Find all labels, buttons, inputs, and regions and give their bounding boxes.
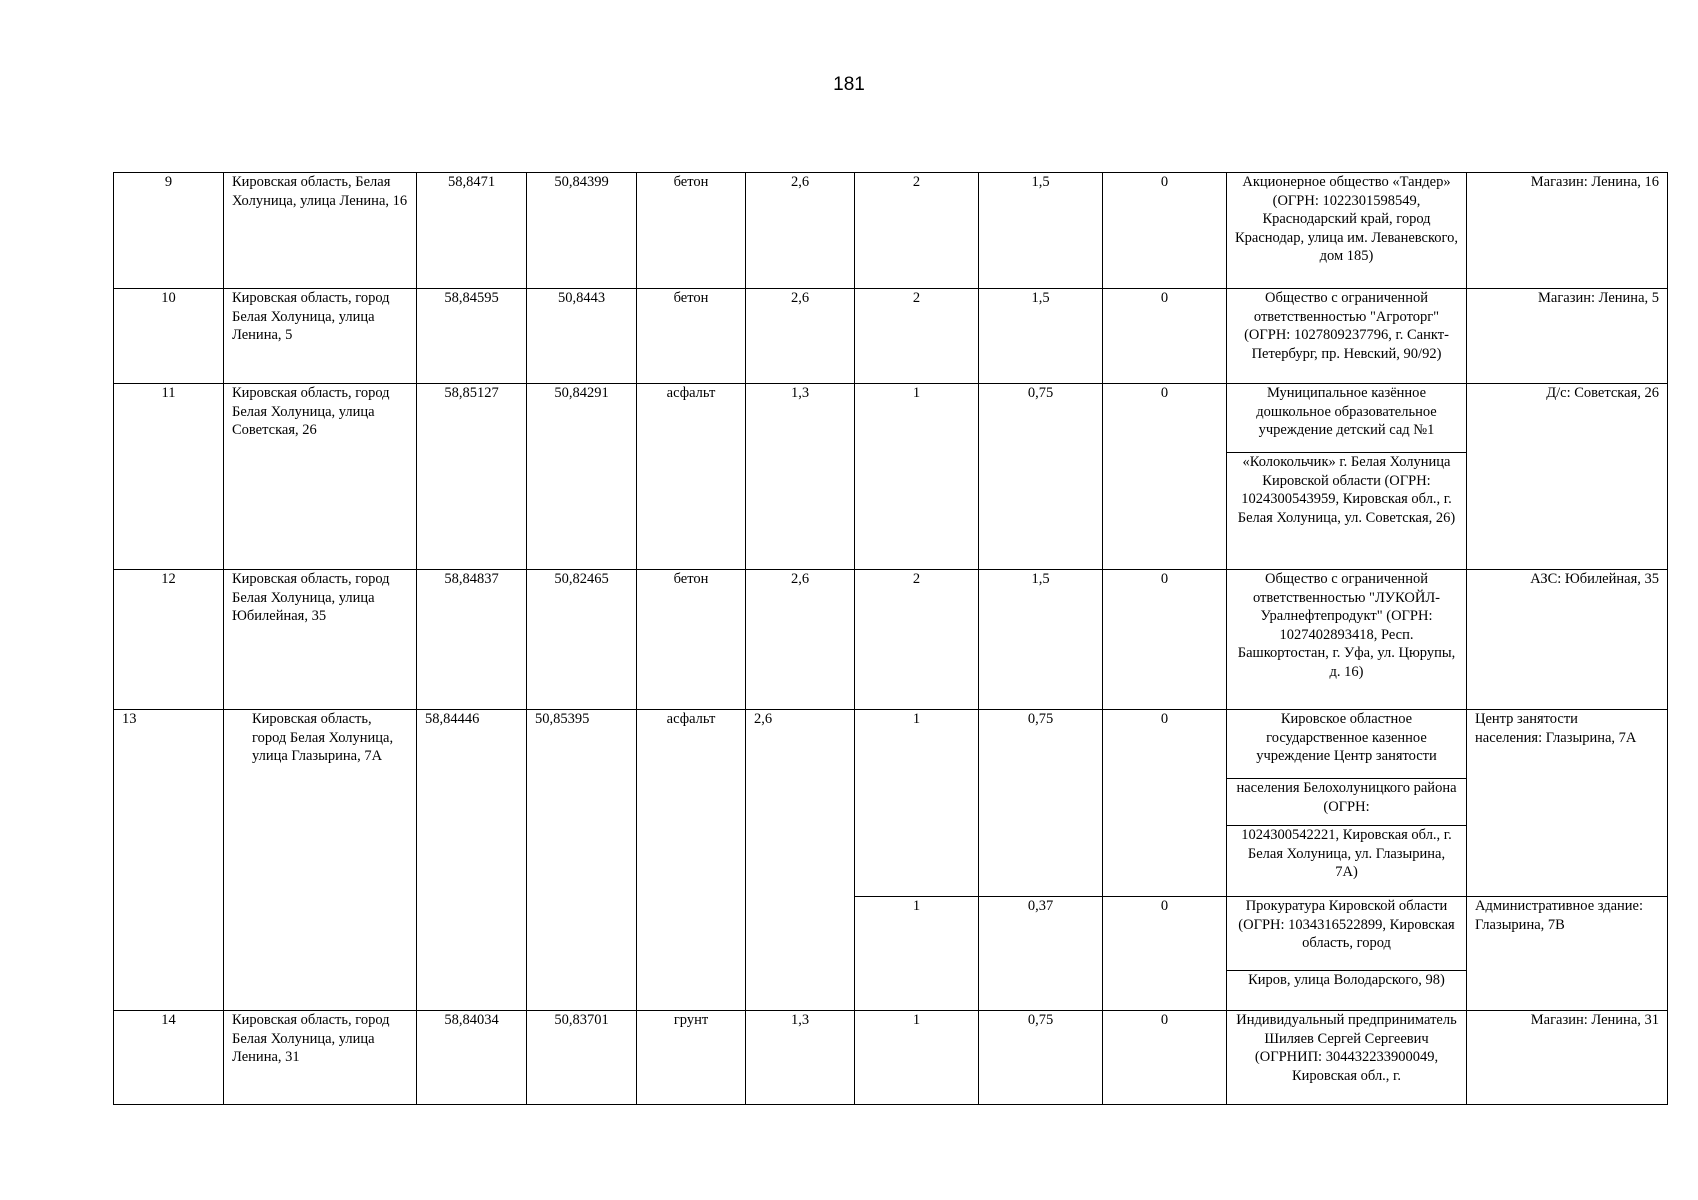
longitude: 50,83701	[527, 1011, 637, 1105]
waste-source: Центр занятости населения: Глазырина, 7А	[1467, 710, 1668, 897]
waste-source: Магазин: Ленина, 5	[1467, 289, 1668, 384]
site-area: 2,6	[746, 289, 855, 384]
site-address: Кировская область, Белая Холуница, улица Ленина, 16	[224, 173, 417, 289]
surface-type: бетон	[637, 570, 746, 710]
site-owner-continued: 1024300542221, Кировская обл., г. Белая Холуница, ул. Глазырина, 7А)	[1227, 826, 1467, 897]
table-row	[114, 570, 1668, 710]
site-address: Кировская область, город Белая Холуница, улица Ленина, 31	[224, 1011, 417, 1105]
table-row	[114, 1011, 1668, 1105]
container-count: 1	[855, 1011, 979, 1105]
container-count: 1	[855, 897, 979, 1011]
site-owner-continued: «Колокольчик» г. Белая Холуница Кировской области (ОГРН: 1024300543959, Кировская обл., г. Белая Холуница, ул. Советская, 26)	[1227, 453, 1467, 570]
planned-containers: 0	[1103, 710, 1227, 897]
site-owner: Индивидуальный предприниматель Шиляев Сергей Сергеевич (ОГРНИП: 304432233900049, Кировская обл., г.	[1227, 1011, 1467, 1105]
site-area: 2,6	[746, 570, 855, 710]
site-owner: Общество с ограниченной ответственностью "ЛУКОЙЛ-Уралнефтепродукт" (ОГРН: 1027402893418, Респ. Башкортостан, г. Уфа, ул. Цюрупы, д. 16)	[1227, 570, 1467, 710]
latitude: 58,84446	[417, 710, 527, 1011]
site-owner-continued: населения Белохолуницкого района (ОГРН:	[1227, 779, 1467, 826]
longitude: 50,82465	[527, 570, 637, 710]
row-number: 12	[114, 570, 224, 710]
longitude: 50,84291	[527, 384, 637, 570]
site-address: Кировская область, город Белая Холуница, улица Юбилейная, 35	[224, 570, 417, 710]
site-address: Кировская область, город Белая Холуница, улица Советская, 26	[224, 384, 417, 570]
site-owner: Общество с ограниченной ответственностью "Агроторг" (ОГРН: 1027809237796, г. Санкт- Петербург, пр. Невский, 90/92)	[1227, 289, 1467, 384]
site-owner: Муниципальное казённое дошкольное образовательное учреждение детский сад №1	[1227, 384, 1467, 453]
planned-containers: 0	[1103, 897, 1227, 1011]
latitude: 58,84837	[417, 570, 527, 710]
planned-containers: 0	[1103, 570, 1227, 710]
container-count: 2	[855, 289, 979, 384]
site-address: Кировская область, город Белая Холуница, улица Глазырина, 7А	[224, 710, 417, 1011]
surface-type: асфальт	[637, 384, 746, 570]
waste-sites-table	[113, 172, 1668, 1105]
latitude: 58,85127	[417, 384, 527, 570]
container-volume: 0,37	[979, 897, 1103, 1011]
table-row	[114, 710, 1668, 779]
row-number: 10	[114, 289, 224, 384]
site-area: 2,6	[746, 173, 855, 289]
surface-type: асфальт	[637, 710, 746, 1011]
container-volume: 1,5	[979, 173, 1103, 289]
site-area: 2,6	[746, 710, 855, 1011]
container-count: 2	[855, 173, 979, 289]
latitude: 58,8471	[417, 173, 527, 289]
site-area: 1,3	[746, 384, 855, 570]
site-area: 1,3	[746, 1011, 855, 1105]
surface-type: бетон	[637, 289, 746, 384]
container-count: 1	[855, 710, 979, 897]
longitude: 50,85395	[527, 710, 637, 1011]
container-count: 1	[855, 384, 979, 570]
container-volume: 1,5	[979, 570, 1103, 710]
site-owner-continued: Киров, улица Володарского, 98)	[1227, 971, 1467, 1011]
longitude: 50,8443	[527, 289, 637, 384]
site-address: Кировская область, город Белая Холуница, улица Ленина, 5	[224, 289, 417, 384]
container-volume: 0,75	[979, 384, 1103, 570]
waste-source: Магазин: Ленина, 31	[1467, 1011, 1668, 1105]
latitude: 58,84595	[417, 289, 527, 384]
row-number: 13	[114, 710, 224, 1011]
container-volume: 0,75	[979, 1011, 1103, 1105]
container-volume: 0,75	[979, 710, 1103, 897]
table-row	[114, 289, 1668, 384]
site-owner: Акционерное общество «Тандер» (ОГРН: 1022301598549, Краснодарский край, город Краснодар, улица им. Леваневского, дом 185)	[1227, 173, 1467, 289]
surface-type: грунт	[637, 1011, 746, 1105]
table-row	[114, 173, 1668, 289]
table-row	[114, 384, 1668, 453]
row-number: 11	[114, 384, 224, 570]
latitude: 58,84034	[417, 1011, 527, 1105]
waste-source: Административное здание: Глазырина, 7В	[1467, 897, 1668, 1011]
planned-containers: 0	[1103, 1011, 1227, 1105]
planned-containers: 0	[1103, 173, 1227, 289]
waste-source: Магазин: Ленина, 16	[1467, 173, 1668, 289]
site-owner: Кировское областное государственное казенное учреждение Центр занятости	[1227, 710, 1467, 779]
row-number: 9	[114, 173, 224, 289]
surface-type: бетон	[637, 173, 746, 289]
waste-source: АЗС: Юбилейная, 35	[1467, 570, 1668, 710]
row-number: 14	[114, 1011, 224, 1105]
page-number: 181	[833, 74, 865, 95]
site-owner: Прокуратура Кировской области (ОГРН: 1034316522899, Кировская область, город	[1227, 897, 1467, 971]
waste-source: Д/с: Советская, 26	[1467, 384, 1668, 570]
container-count: 2	[855, 570, 979, 710]
planned-containers: 0	[1103, 289, 1227, 384]
container-volume: 1,5	[979, 289, 1103, 384]
longitude: 50,84399	[527, 173, 637, 289]
planned-containers: 0	[1103, 384, 1227, 570]
